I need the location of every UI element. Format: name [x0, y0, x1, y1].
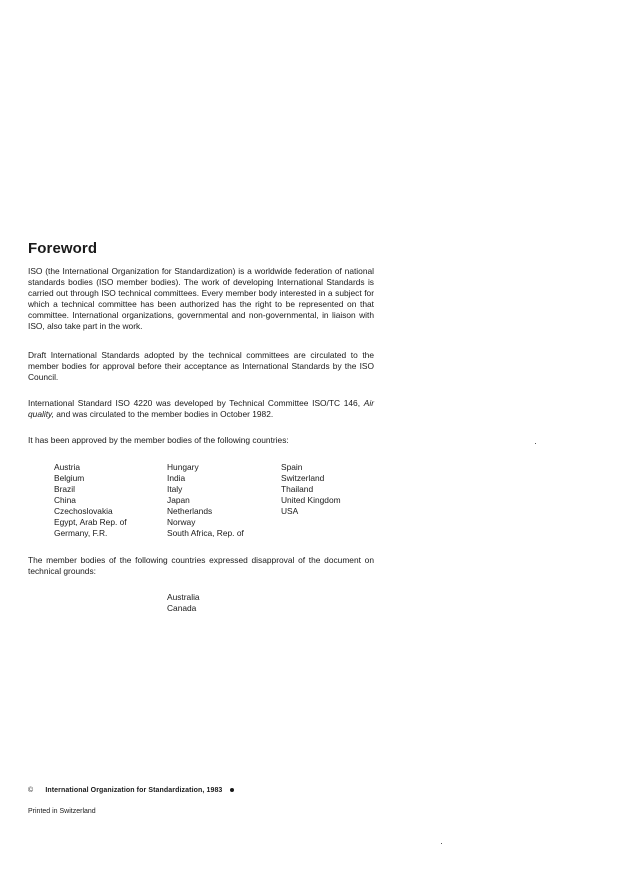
paragraph-disapproved-intro: The member bodies of the following countries expressed disapproval of the document on technical grounds:: [28, 555, 374, 576]
scan-speck: [441, 843, 442, 844]
country-item: Germany, F.R.: [54, 528, 108, 538]
approved-countries-column-3: [281, 462, 341, 517]
country-item: Belgium: [54, 473, 85, 483]
country-item: Austria: [54, 462, 81, 472]
country-item: India: [167, 473, 186, 483]
country-item: Egypt, Arab Rep. of: [54, 517, 127, 527]
country-item: Australia: [167, 592, 200, 602]
country-item: Norway: [167, 517, 196, 527]
circulation-text: and was circulated to the member bodies in October 1982.: [56, 409, 274, 419]
disapproved-countries-list: [167, 592, 200, 614]
approved-countries-column-2: [167, 462, 244, 539]
country-item: China: [54, 495, 76, 505]
country-item: Thailand: [281, 484, 314, 494]
country-item: United Kingdom: [281, 495, 341, 505]
country-item: Netherlands: [167, 506, 213, 516]
paragraph-approved-intro: It has been approved by the member bodies of the following countries:: [28, 435, 289, 445]
copyright-line: [28, 787, 234, 794]
country-item: Japan: [167, 495, 190, 505]
country-item: Italy: [167, 484, 183, 494]
paragraph-standard-origin: [28, 398, 374, 420]
page-title: Foreword: [28, 240, 98, 257]
paragraph-iso-description: ISO (the International Organization for Standardization) is a worldwide federation of national standards bodies (ISO member bodies). The work of developing International Standards is carried out through ISO technical committees. Every member body interested in a subject for which a technical committee has been authorized has the right to be represented on that committee. International organizations, governmental and non-governmental, in liaison with ISO, also take part in the work.: [28, 266, 374, 331]
bullet-dot-icon: [230, 788, 234, 792]
country-item: Hungary: [167, 462, 199, 472]
scan-speck: [535, 443, 536, 444]
paragraph-draft-standards: Draft International Standards adopted by the technical committees are circulated to the member bodies for approval before their acceptance as International Standards by the ISO Council.: [28, 350, 374, 382]
country-item: Brazil: [54, 484, 75, 494]
country-item: Czechoslovakia: [54, 506, 113, 516]
committee-title: Air quality,: [28, 398, 375, 419]
copyright-text: International Organization for Standardization, 1983: [45, 787, 223, 794]
copyright-icon: ©: [28, 787, 34, 794]
printed-in-text: Printed in Switzerland: [28, 808, 96, 815]
country-item: Spain: [281, 462, 303, 472]
approved-countries-column-1: [54, 462, 127, 539]
country-item: Switzerland: [281, 473, 325, 483]
country-item: USA: [281, 506, 299, 516]
standard-origin-text: International Standard ISO 4220 was developed by Technical Committee ISO/TC 146,: [28, 398, 361, 408]
country-item: Canada: [167, 603, 197, 613]
country-item: South Africa, Rep. of: [167, 528, 244, 538]
